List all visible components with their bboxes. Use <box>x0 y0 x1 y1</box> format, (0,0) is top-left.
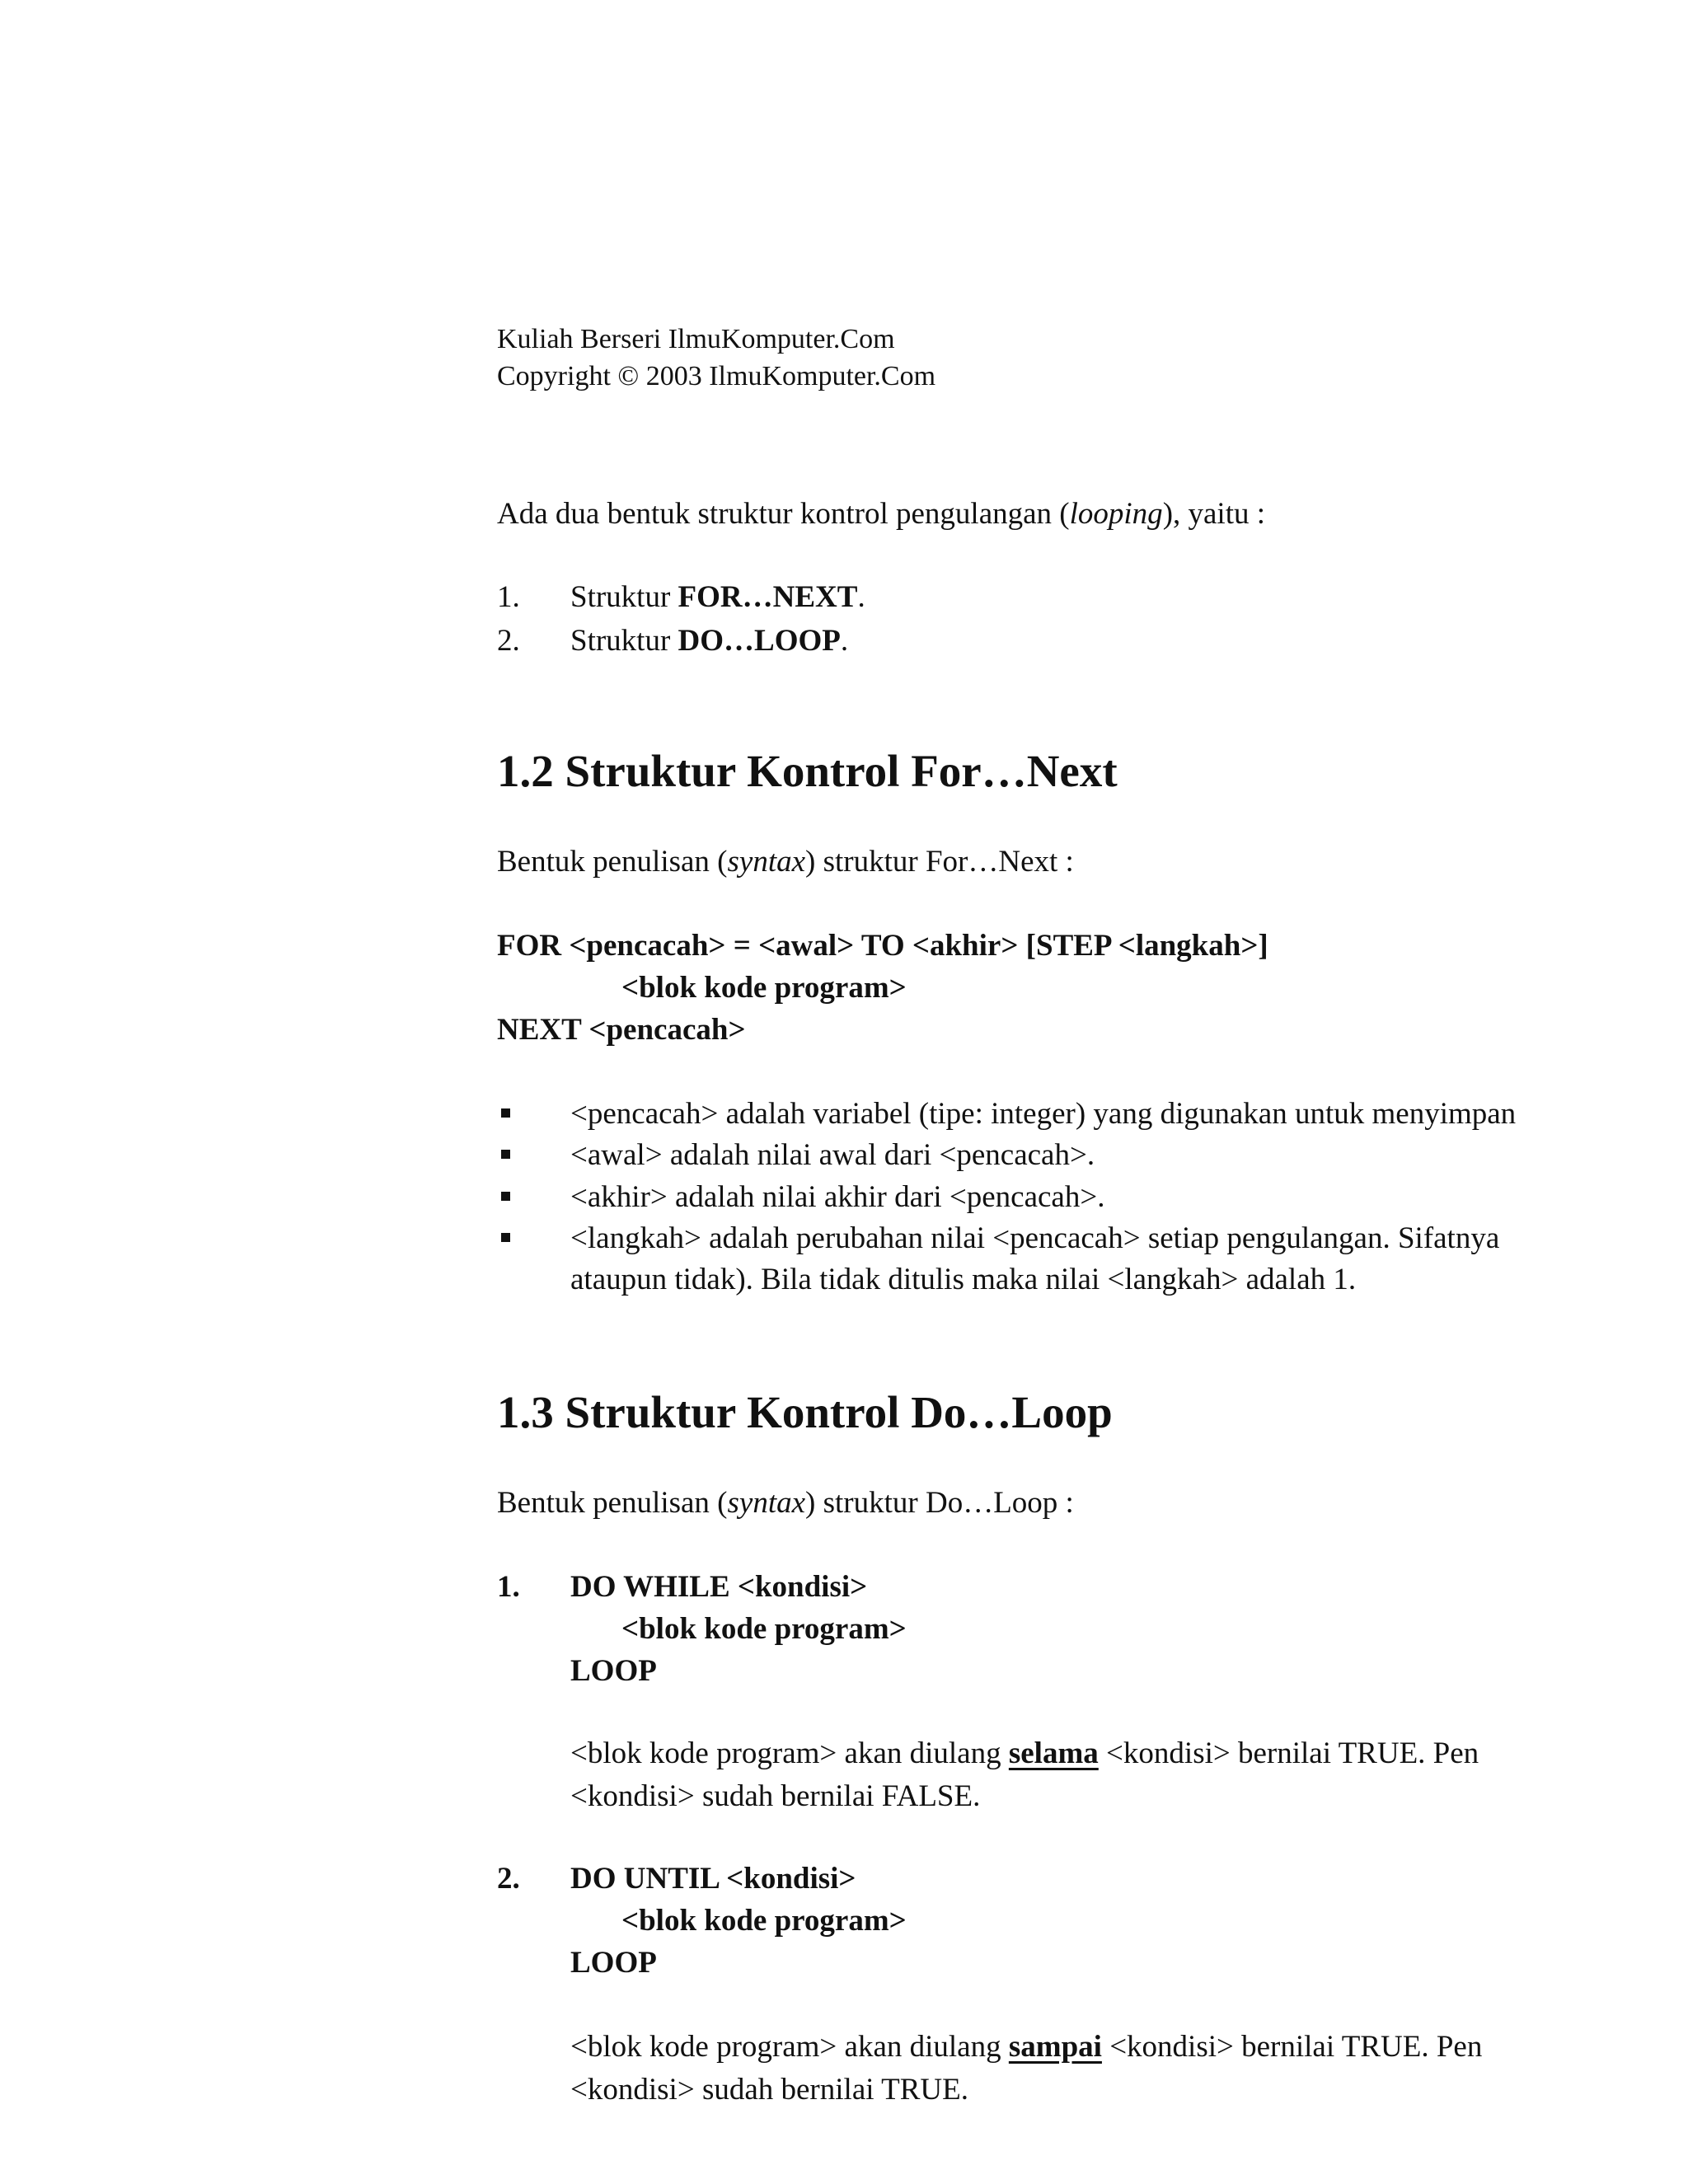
list-number: 1. <box>497 580 520 614</box>
bullet-marker <box>501 1192 510 1201</box>
code-line: LOOP <box>570 1946 657 1980</box>
intro-paragraph: Ada dua bentuk struktur kontrol pengulangan (looping), yaitu : <box>497 497 1266 531</box>
section-heading-1-3: 1.3 Struktur Kontrol Do…Loop <box>497 1387 1113 1437</box>
do-item-number: 1. <box>497 1570 520 1604</box>
code-line: <blok kode program> <box>621 1904 907 1938</box>
header-line-1: Kuliah Berseri IlmuKomputer.Com <box>497 324 895 354</box>
code-line: <blok kode program> <box>621 971 907 1005</box>
code-line: DO WHILE <kondisi> <box>570 1570 868 1604</box>
code-line: NEXT <pencacah> <box>497 1013 746 1047</box>
bullet-marker <box>501 1150 510 1159</box>
list-item: Struktur FOR…NEXT. <box>570 580 865 614</box>
bullet-item-continuation: ataupun tidak). Bila tidak ditulis maka nilai <langkah> adalah 1. <box>570 1263 1357 1296</box>
bullet-item: <pencacah> adalah variabel (tipe: integer) yang digunakan untuk menyimpan <box>570 1097 1517 1131</box>
do-while-description: <blok kode program> akan diulang selama <kondisi> bernilai TRUE. Pen <box>570 1736 1479 1770</box>
do-until-description-line-2: <kondisi> sudah bernilai TRUE. <box>570 2073 968 2107</box>
do-until-description: <blok kode program> akan diulang sampai <kondisi> bernilai TRUE. Pen <box>570 2030 1483 2064</box>
bullet-item: <langkah> adalah perubahan nilai <pencacah> setiap pengulangan. Sifatnya <box>570 1221 1500 1255</box>
bullet-marker <box>501 1233 510 1242</box>
code-line: FOR <pencacah> = <awal> TO <akhir> [STEP <langkah>] <box>497 929 1268 963</box>
code-line: <blok kode program> <box>621 1612 907 1646</box>
syntax-intro-do-loop: Bentuk penulisan (syntax) struktur Do…Loop : <box>497 1486 1074 1520</box>
bullet-marker <box>501 1108 510 1118</box>
header-line-2: Copyright © 2003 IlmuKomputer.Com <box>497 361 936 391</box>
do-item-number: 2. <box>497 1862 520 1896</box>
list-item: Struktur DO…LOOP. <box>570 624 849 658</box>
bullet-item: <akhir> adalah nilai akhir dari <pencacah>. <box>570 1180 1105 1214</box>
list-number: 2. <box>497 624 520 658</box>
section-heading-1-2: 1.2 Struktur Kontrol For…Next <box>497 746 1118 796</box>
code-line: DO UNTIL <kondisi> <box>570 1862 856 1896</box>
bullet-item: <awal> adalah nilai awal dari <pencacah>. <box>570 1138 1095 1172</box>
code-line: LOOP <box>570 1654 657 1688</box>
syntax-intro-for-next: Bentuk penulisan (syntax) struktur For…Next : <box>497 845 1074 879</box>
do-while-description-line-2: <kondisi> sudah bernilai FALSE. <box>570 1779 981 1813</box>
